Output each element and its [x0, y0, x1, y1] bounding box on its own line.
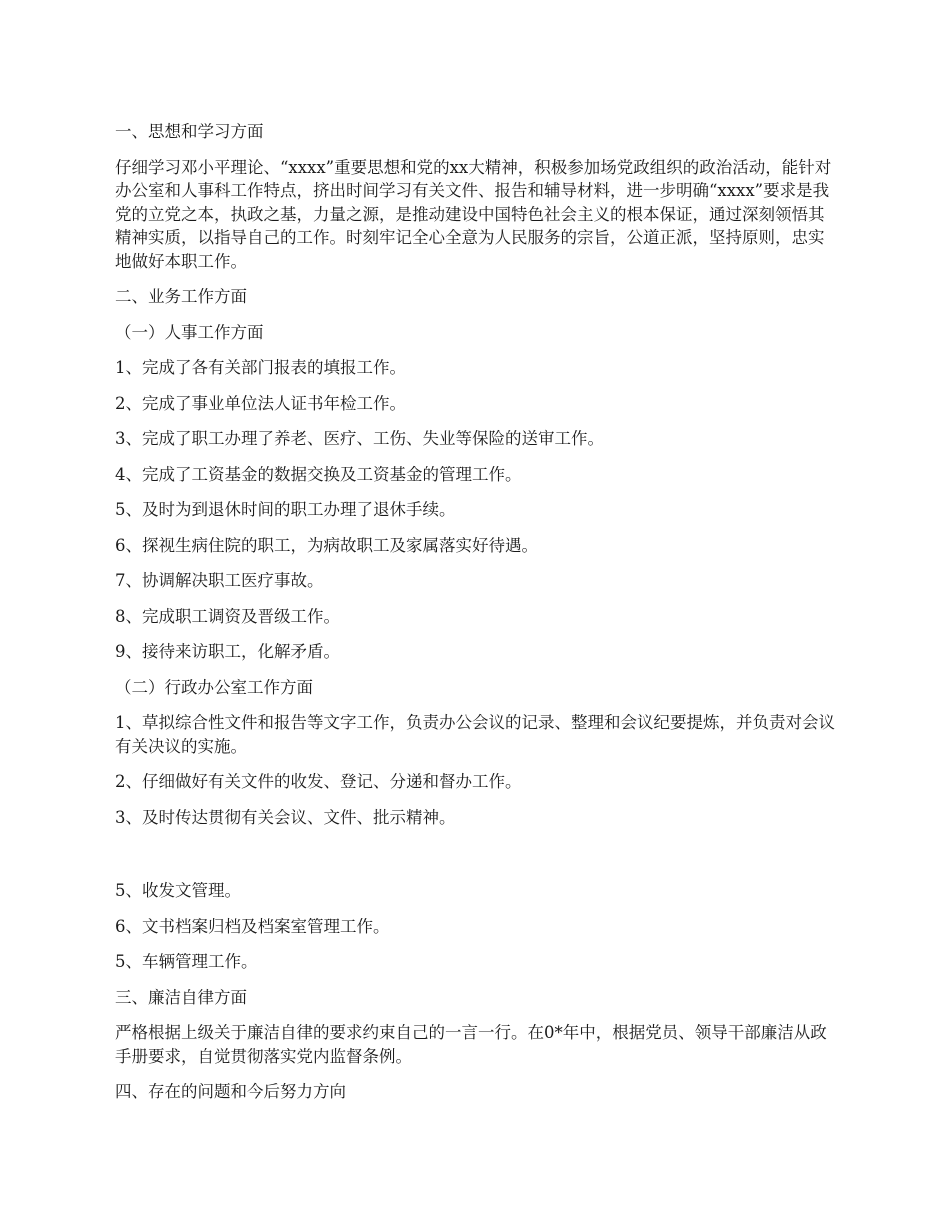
list-item: 6、探视生病住院的职工，为病故职工及家属落实好待遇。 — [115, 535, 538, 555]
list-item: 9、接待来访职工，化解矛盾。 — [115, 642, 340, 661]
blank-gap — [115, 841, 837, 879]
list-item: 2、完成了事业单位法人证书年检工作。 — [115, 393, 406, 413]
section-heading-integrity: 三、廉洁自律方面 — [115, 987, 247, 1007]
list-item: 2、仔细做好有关文件的收发、登记、分递和督办工作。 — [115, 772, 522, 791]
list-item: 8、完成职工调资及晋级工作。 — [115, 606, 340, 626]
paragraph-thought-study: 仔细学习邓小平理论、“xxxx”重要思想和党的xx大精神，积极参加场党政组织的政治活动，能针对办公室和人事科工作特点，挤出时间学习有关文件、报告和辅导材料，进一步明确“xxxx”要求是我党的立党之本，执政之基，力量之源，是推动建设中国特色社会主义的根本保证，通过深刻领悟其精神实质，以指导自己的工作。时刻牢记全心全意为人民服务的宗旨，公道正派，坚持原则，忠实地做好本职工作。 — [115, 157, 832, 271]
section-heading-business-work: 二、业务工作方面 — [115, 287, 247, 306]
paragraph-integrity: 严格根据上级关于廉洁自律的要求约束自己的一言一行。在0*年中，根据党员、领导干部廉洁从政手册要求，自觉贯彻落实党内监督条例。 — [115, 1023, 827, 1066]
section-heading-thought-study: 一、思想和学习方面 — [115, 122, 264, 141]
list-item: 6、文书档案归档及档案室管理工作。 — [115, 916, 390, 936]
list-item: 3、及时传达贯彻有关会议、文件、批示精神。 — [115, 807, 456, 827]
list-item: 5、及时为到退休时间的职工办理了退休手续。 — [115, 500, 456, 519]
subsection-heading-admin-office: （二）行政办公室工作方面 — [115, 677, 313, 697]
list-item: 1、完成了各有关部门报表的填报工作。 — [115, 358, 406, 377]
subsection-heading-personnel: （一）人事工作方面 — [115, 322, 264, 342]
section-heading-problems-direction: 四、存在的问题和今后努力方向 — [115, 1082, 346, 1101]
list-item: 1、草拟综合性文件和报告等文字工作，负责办公会议的记录、整理和会议纪要提炼，并负责对会议有关决议的实施。 — [115, 713, 835, 756]
list-item: 4、完成了工资基金的数据交换及工资基金的管理工作。 — [115, 464, 522, 484]
document-page — [115, 120, 837, 1116]
list-item: 5、收发文管理。 — [115, 881, 241, 900]
list-item: 5、车辆管理工作。 — [115, 952, 258, 971]
list-item: 3、完成了职工办理了养老、医疗、工伤、失业等保险的送审工作。 — [115, 429, 604, 448]
list-item: 7、协调解决职工医疗事故。 — [115, 571, 324, 590]
